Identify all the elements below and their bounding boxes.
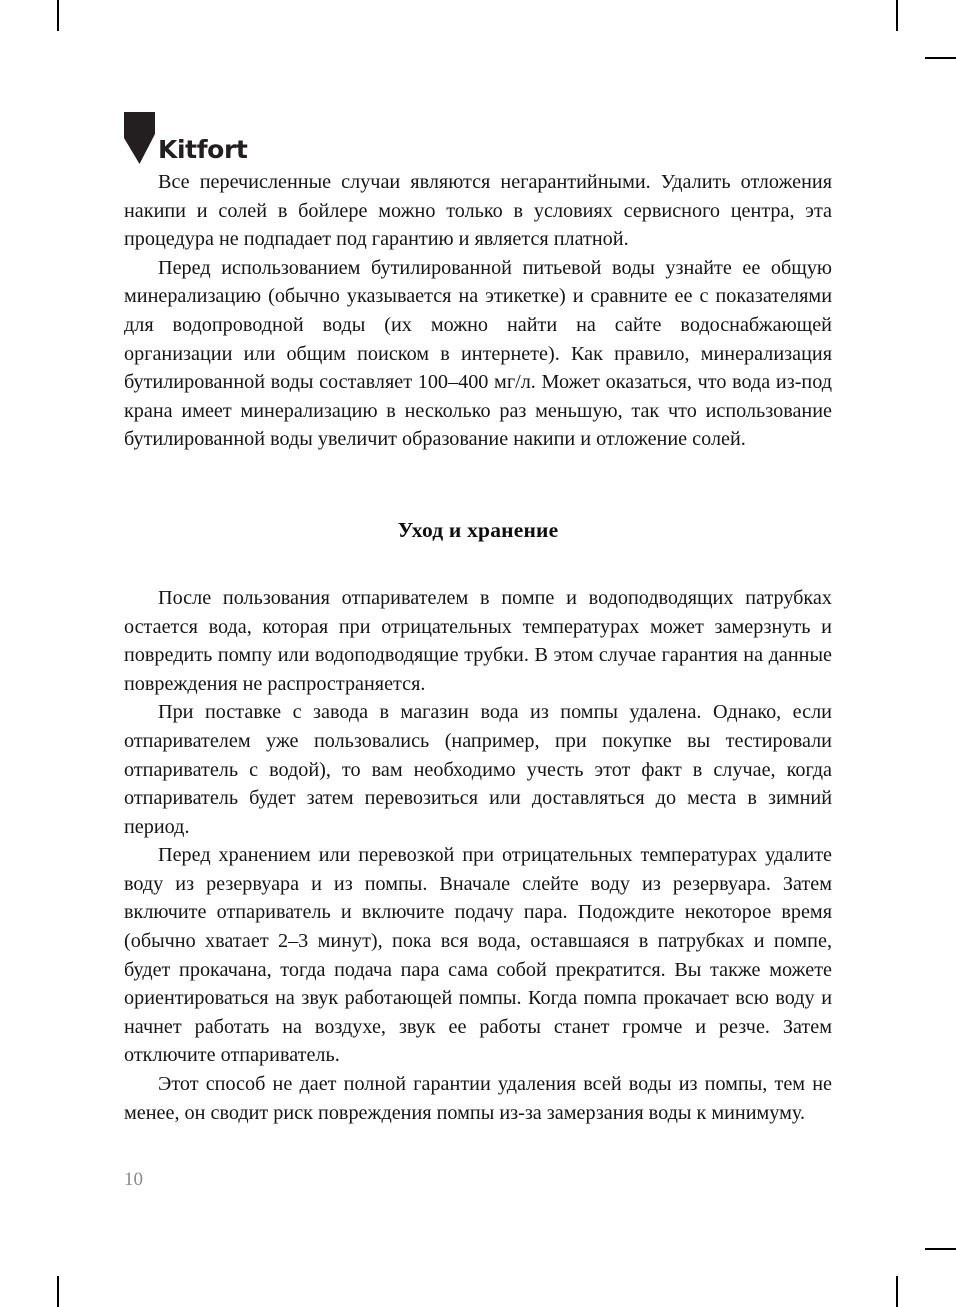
kitfort-flag-logo-icon xyxy=(124,112,155,164)
document-page xyxy=(124,0,832,1307)
crop-mark-bottom-left xyxy=(57,1276,59,1307)
paragraph: После пользования отпаривателем в помпе и водоподводящих патрубках остается вода, которая при отрицательных температурах может замерзнуть и повредить помпу или водоподводящие трубки. В этом случае гарантия на данные повреждения не распространяется. xyxy=(124,586,832,695)
spacer-above-heading xyxy=(124,454,832,516)
crop-mark-top-right-horizontal xyxy=(925,57,956,59)
paragraph: Перед использованием бутилированной питьевой воды узнайте ее общую минерализацию (обычно указывается на этикетке) и сравните ее с показателями для водопроводной воды (их можно найти на сайте водоснабжающей организации или общим поиском в интернете). Как правило, минерализация бутилированной воды составляет 100–400 мг/л. Может оказаться, что вода из-под крана имеет минерализацию в несколько раз меньшую, так что использование бутилированной воды увеличит образование накипи и отложение солей. xyxy=(124,256,832,451)
paragraph: Все перечисленные случаи являются негарантийными. Удалить отложения накипи и солей в бойлере можно только в условиях сервисного центра, эта процедура не подпадает под гарантию и является платной. xyxy=(124,171,832,251)
paragraph: Этот способ не дает полной гарантии удаления всей воды из помпы, тем не менее, он сводит риск повреждения помпы из-за замерзания воды к минимуму. xyxy=(124,1073,832,1124)
crop-mark-bottom-right-vertical xyxy=(896,1276,898,1307)
crop-mark-top-right-vertical xyxy=(896,0,898,31)
crop-mark-bottom-right-horizontal xyxy=(925,1248,956,1250)
brand-wordmark: Kitfort xyxy=(158,135,248,164)
page-body xyxy=(124,168,832,1127)
brand-logo xyxy=(124,108,247,164)
paragraph: Перед хранением или перевозкой при отрицательных температурах удалите воду из резервуара и из помпы. Вначале слейте воду из резервуара. Затем включите отпариватель и включите подачу пара. Подождите некоторое время (обычно хватает 2–3 минут), пока вся вода, оставшаяся в патрубках и помпе, будет прокачана, тогда подача пара сама собой прекратится. Вы также можете ориентироваться на звук работающей помпы. Когда помпа прокачает всю воду и начнет работать на воздухе, звук ее работы станет громче и резче. Затем отключите отпариватель. xyxy=(124,844,832,1067)
paragraph: При поставке с завода в магазин вода из помпы удалена. Однако, если отпаривателем уже пользовались (например, при покупке вы тестировали отпариватель с водой), то вам необходимо учесть этот факт в случае, когда отпариватель будет затем перевозиться или доставляться до места в зимний период. xyxy=(124,701,832,838)
spacer-below-heading xyxy=(124,544,832,584)
page-number: 10 xyxy=(124,1169,143,1190)
section-heading: Уход и хранение xyxy=(397,517,559,542)
crop-mark-top-left xyxy=(57,0,59,31)
